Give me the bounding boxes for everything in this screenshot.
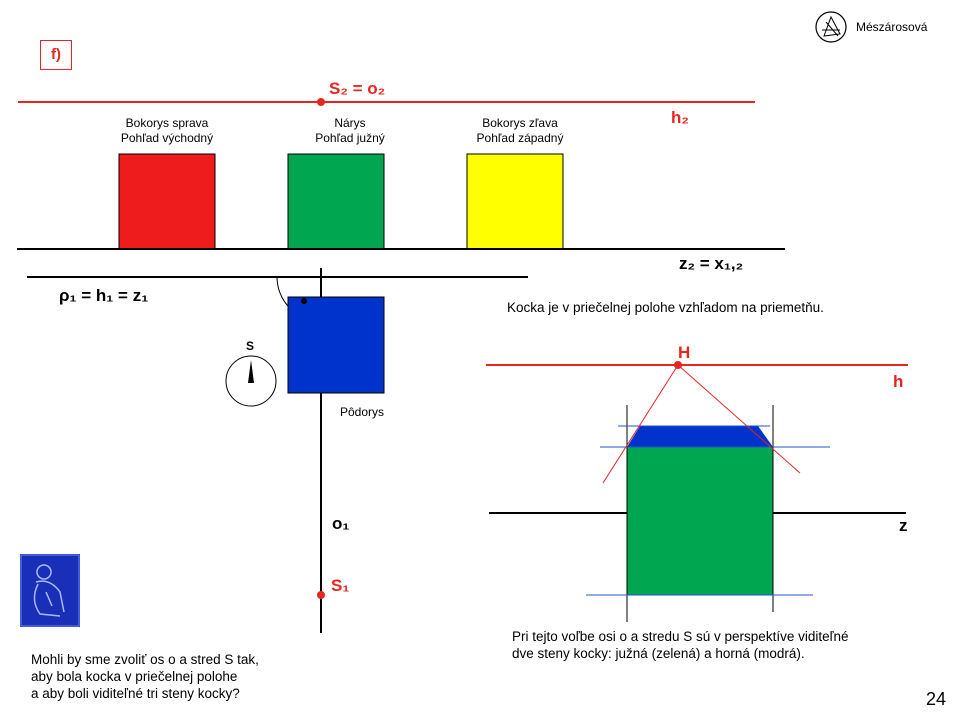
north-compass-icon	[226, 356, 276, 406]
thinker-figure-icon	[20, 554, 80, 627]
label-H: H	[678, 343, 691, 362]
question-line1: Mohli by sme zvoliť os o a stred S tak,	[31, 652, 259, 667]
view-caption-south-line2: Pohľad južný	[315, 131, 385, 145]
label-north-s: S	[246, 339, 255, 353]
label-rho1-h1-z1: ρ₁ = h₁ = z₁	[59, 286, 149, 305]
view-caption-east-line2: Pohľad východný	[120, 131, 214, 145]
label-z: z	[899, 516, 908, 535]
label-h2: h₂	[671, 108, 689, 127]
author-name: Mészárosová	[856, 20, 928, 34]
view-caption-east	[97, 116, 237, 146]
view-square-east	[119, 154, 215, 249]
task-tag: f)	[40, 40, 72, 70]
view-caption-west-line1: Bokorys zľava	[482, 116, 558, 130]
view-square-west	[467, 154, 563, 249]
label-s1: S₁	[331, 576, 350, 595]
label-podorys: Pôdorys	[340, 405, 385, 419]
view-caption-south	[280, 116, 420, 146]
point-s2	[317, 98, 325, 106]
note-result	[512, 628, 849, 662]
label-s2-o2: S₂ = o₂	[329, 79, 386, 98]
view-caption-west-line2: Pohľad západný	[476, 131, 564, 145]
question-line3: a aby boli viditeľné tri steny kocky?	[31, 686, 240, 701]
cube-front-face	[627, 447, 773, 595]
view-caption-east-line1: Bokorys sprava	[125, 116, 209, 130]
plan-corner-dot	[301, 298, 307, 304]
label-z2-x12: z₂ = x₁,₂	[679, 254, 744, 273]
question-text	[31, 651, 259, 702]
plan-square	[288, 297, 384, 393]
author-logo-icon	[816, 12, 846, 42]
view-caption-west	[450, 116, 590, 146]
note-position: Kocka je v priečelnej polohe vzhľadom na priemetňu.	[507, 300, 824, 315]
label-h: h	[893, 372, 904, 391]
question-line2: aby bola kocka v priečelnej polohe	[31, 669, 238, 684]
view-caption-south-line1: Nárys	[334, 116, 366, 130]
note-result-line1: Pri tejto voľbe osi o a stredu S sú v perspektíve viditeľné	[512, 629, 849, 644]
note-result-line2: dve steny kocky: južná (zelená) a horná (modrá).	[512, 646, 805, 661]
view-square-south	[288, 154, 384, 249]
page-number: 24	[926, 689, 947, 709]
point-s1	[317, 591, 325, 599]
label-o1: o₁	[332, 514, 350, 533]
